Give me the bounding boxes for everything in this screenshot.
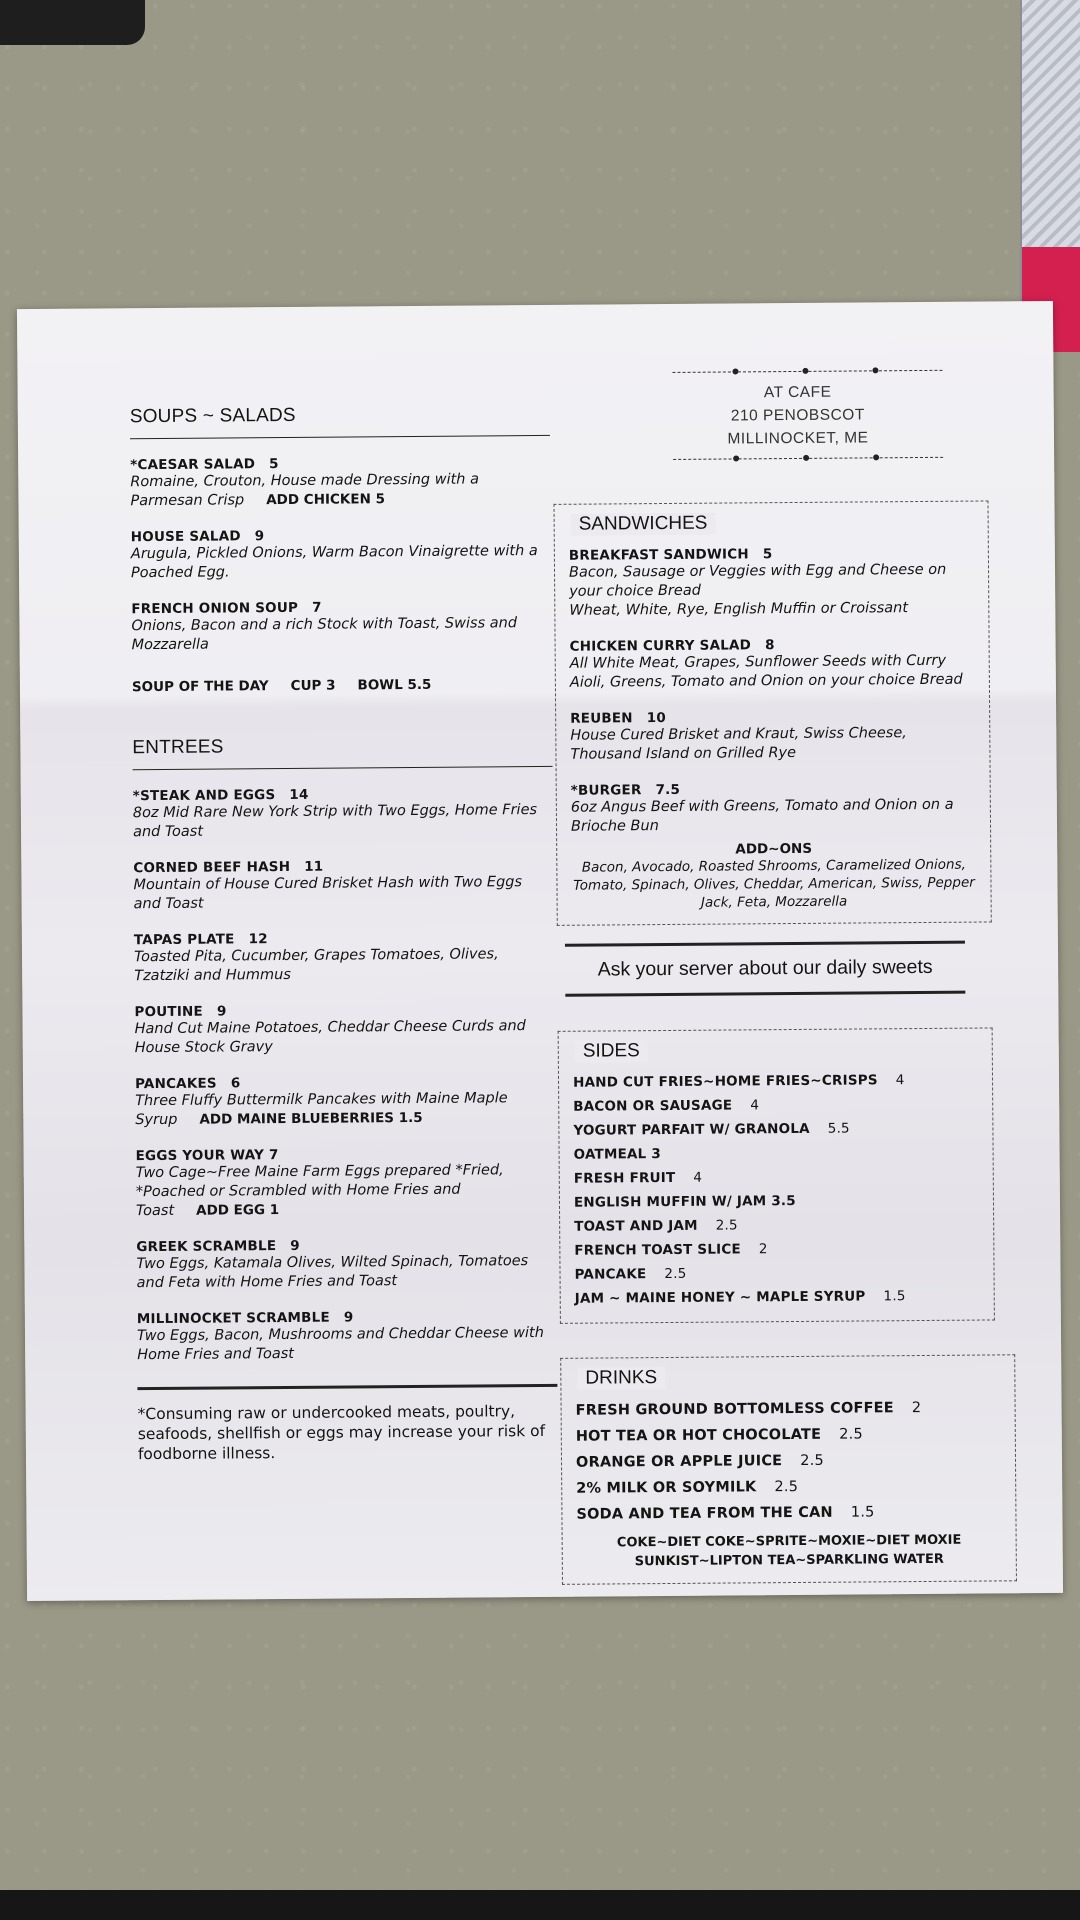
drink-price: 2.5 [774,1478,799,1496]
side-item [575,1284,980,1311]
ornament-bottom [673,453,943,465]
item-price: 9 [290,1237,300,1254]
menu-item [133,857,553,914]
item-price: 5 [762,546,773,563]
item-name: HOUSE SALAD [130,528,241,546]
item-addon: ADD CHICKEN 5 [266,491,386,509]
side-name: PANCAKE [574,1266,647,1283]
side-price: 5.5 [827,1120,850,1137]
item-desc: 8oz Mid Rare New York Strip with Two Eggs, Home Fries and Toast [132,802,538,841]
right-column [552,361,1032,1585]
menu-item [134,929,554,986]
side-price: 4 [750,1097,760,1114]
ornament-top [672,366,942,378]
side-price: 4 [895,1072,905,1089]
menu-item [570,636,975,693]
side-item [574,1188,979,1215]
sides-heading: SIDES [575,1040,648,1063]
food-safety-disclaimer: *Consuming raw or undercooked meats, poultry, seafoods, shellfish or eggs may increase your risk of foodborne illness. [137,1384,558,1464]
background-edge-bottom [0,1890,1080,1920]
side-name: FRENCH TOAST SLICE [574,1241,741,1259]
drink-name: SODA AND TEA FROM THE CAN [576,1504,833,1523]
addons-list: Bacon, Avocado, Roasted Shrooms, Caramelized Onions, Tomato, Spinach, Olives, Cheddar, American, Swiss, Pepper Jack, Feta, Mozzarella [573,856,975,911]
side-price: 2.5 [715,1217,738,1234]
menu-item [134,1001,554,1058]
cafe-address [658,380,939,451]
item-name: MILLINOCKET SCRAMBLE [136,1309,330,1328]
side-name: OATMEAL 3 [573,1146,661,1163]
item-name: *CAESAR SALAD [130,456,256,474]
item-desc: Three Fluffy Buttermilk Pancakes with Maine Maple Syrup [135,1090,508,1129]
menu-item [131,598,551,655]
item-price: 9 [216,1003,227,1020]
soup-cup-price: CUP 3 [290,677,336,694]
item-price: 5 [269,456,279,473]
item-addon: ADD EGG 1 [196,1202,280,1219]
item-price: 12 [248,931,268,948]
side-name: TOAST AND JAM [574,1217,698,1235]
side-item [573,1068,978,1095]
drink-item [576,1472,1001,1501]
menu-item [571,780,976,837]
item-name: GREEK SCRAMBLE [136,1238,277,1256]
drink-item [576,1446,1001,1475]
item-desc: Hand Cut Maine Potatoes, Cheddar Cheese Curds and House Stock Gravy [134,1018,526,1057]
side-name: BACON OR SAUSAGE [573,1097,733,1115]
side-name: HAND CUT FRIES~HOME FRIES~CRISPS [572,1072,878,1091]
item-name: BREAKFAST SANDWICH [568,546,749,564]
item-desc: Two Cage~Free Maine Farm Eggs prepared *Fried, *Poached or Scrambled with Home Fries and Toast [135,1162,504,1220]
drink-price: 1.5 [850,1504,875,1521]
soups-salads-heading: SOUPS ~ SALADS [130,403,550,439]
drink-name: ORANGE OR APPLE JUICE [575,1453,783,1471]
side-item [574,1140,979,1167]
menu-item [570,708,975,765]
item-price: 8 [764,637,775,654]
background-box-right [1020,0,1080,352]
item-price: 9 [343,1309,354,1326]
side-price: 4 [693,1169,703,1186]
item-name: *BURGER [570,782,642,799]
item-desc: House Cured Brisket and Kraut, Swiss Cheese, Thousand Island on Grilled Rye [570,725,907,763]
item-name: PANCAKES [134,1075,217,1093]
item-name: CORNED BEEF HASH [133,858,291,877]
daily-sweets-note: Ask your server about our daily sweets [565,941,965,997]
side-price: 2 [758,1241,768,1258]
addons-title: ADD~ONS [735,840,813,858]
sandwiches-box [553,500,991,925]
side-price: 2.5 [664,1265,687,1283]
drink-price: 2.5 [800,1452,824,1469]
item-price: 9 [254,528,265,545]
drinks-heading: DRINKS [577,1367,665,1390]
drink-item [576,1498,1001,1527]
left-column [130,403,558,1464]
side-item [574,1212,979,1239]
drink-price: 2.5 [839,1426,863,1443]
item-price: 14 [289,786,309,803]
entrees-heading: ENTREES [132,734,552,770]
soda-brands-line: COKE~DIET COKE~SPRITE~MOXIE~DIET MOXIE [616,1532,962,1551]
menu-item [136,1145,557,1221]
item-price: 10 [646,710,667,727]
soup-label: SOUP OF THE DAY [131,678,269,696]
drink-item [576,1420,1001,1449]
item-price: 7 [312,599,322,616]
side-name: ENGLISH MUFFIN W/ JAM 3.5 [573,1192,796,1211]
item-desc: Bacon, Sausage or Veggies with Egg and Cheese on your choice Bread [568,561,947,600]
side-item [573,1092,978,1119]
side-name: YOGURT PARFAIT W/ GRANOLA [573,1120,810,1139]
address-line: 210 PENOBSCOT [730,406,865,425]
side-item [574,1164,979,1191]
drink-name: HOT TEA OR HOT CHOCOLATE [575,1426,822,1445]
menu-item [137,1308,557,1365]
menu-item [569,545,975,621]
item-price: 6 [230,1075,241,1092]
drink-name: FRESH GROUND BOTTOMLESS COFFEE [575,1400,894,1419]
side-item [573,1116,978,1143]
item-name: REUBEN [570,710,633,727]
item-desc: Romaine, Crouton, House made Dressing with a Parmesan Crisp [130,471,480,510]
soda-brands-line: SUNKIST~LIPTON TEA~SPARKLING WATER [634,1551,944,1570]
drink-item [576,1394,1001,1423]
side-price: 1.5 [883,1288,906,1305]
item-desc: Two Eggs, Katamala Olives, Wilted Spinach, Tomatoes and Feta with Home Fries and Toast [136,1253,529,1292]
menu-sheet [17,301,1063,1601]
item-desc: Mountain of House Cured Brisket Hash with Two Eggs and Toast [133,874,523,913]
menu-item [136,1236,556,1293]
drinks-box [560,1354,1017,1585]
item-desc: Arugula, Pickled Onions, Warm Bacon Vinaigrette with a Poached Egg. [130,543,538,582]
soda-brands [577,1530,1002,1571]
address-line: AT CAFE [763,383,832,402]
item-name: FRENCH ONION SOUP [131,599,299,618]
side-name: JAM ~ MAINE HONEY ~ MAPLE SYRUP [574,1288,866,1307]
menu-item [130,454,550,511]
item-desc: All White Meat, Grapes, Sunflower Seeds with Curry Aioli, Greens, Tomato and Onion on your choice Bread [569,652,963,691]
item-price: 11 [304,858,324,875]
item-name: EGGS YOUR WAY 7 [135,1147,279,1165]
menu-item [131,526,551,583]
address-line: MILLINOCKET, ME [727,429,869,448]
item-price: 7.5 [655,781,681,799]
soup-bowl-price: BOWL 5.5 [357,676,432,694]
item-name: POUTINE [134,1003,204,1021]
drink-name: 2% MILK OR SOYMILK [576,1479,757,1497]
soup-of-the-day [132,676,552,695]
side-name: FRESH FRUIT [573,1169,676,1187]
drink-price: 2 [911,1400,922,1417]
item-desc-bread: Wheat, White, Rye, English Muffin or Croissant [569,600,909,619]
sides-box [558,1027,995,1323]
item-desc: 6oz Angus Beef with Greens, Tomato and Onion on a Brioche Bun [570,796,954,835]
item-desc: Two Eggs, Bacon, Mushrooms and Cheddar Cheese with Home Fries and Toast [136,1324,544,1364]
menu-item [133,785,553,842]
side-item [574,1260,979,1287]
side-item [574,1236,979,1263]
item-name: CHICKEN CURRY SALAD [569,637,752,655]
menu-item [135,1073,555,1130]
item-desc: Toasted Pita, Cucumber, Grapes Tomatoes, Olives, Tzatziki and Hummus [133,946,499,985]
item-name: TAPAS PLATE [133,931,235,949]
sandwiches-heading: SANDWICHES [571,513,716,536]
item-addon: ADD MAINE BLUEBERRIES 1.5 [199,1109,423,1128]
item-name: *STEAK AND EGGS [132,787,276,805]
background-object-top-left [0,0,145,45]
item-desc: Onions, Bacon and a rich Stock with Toast, Swiss and Mozzarella [131,615,518,654]
